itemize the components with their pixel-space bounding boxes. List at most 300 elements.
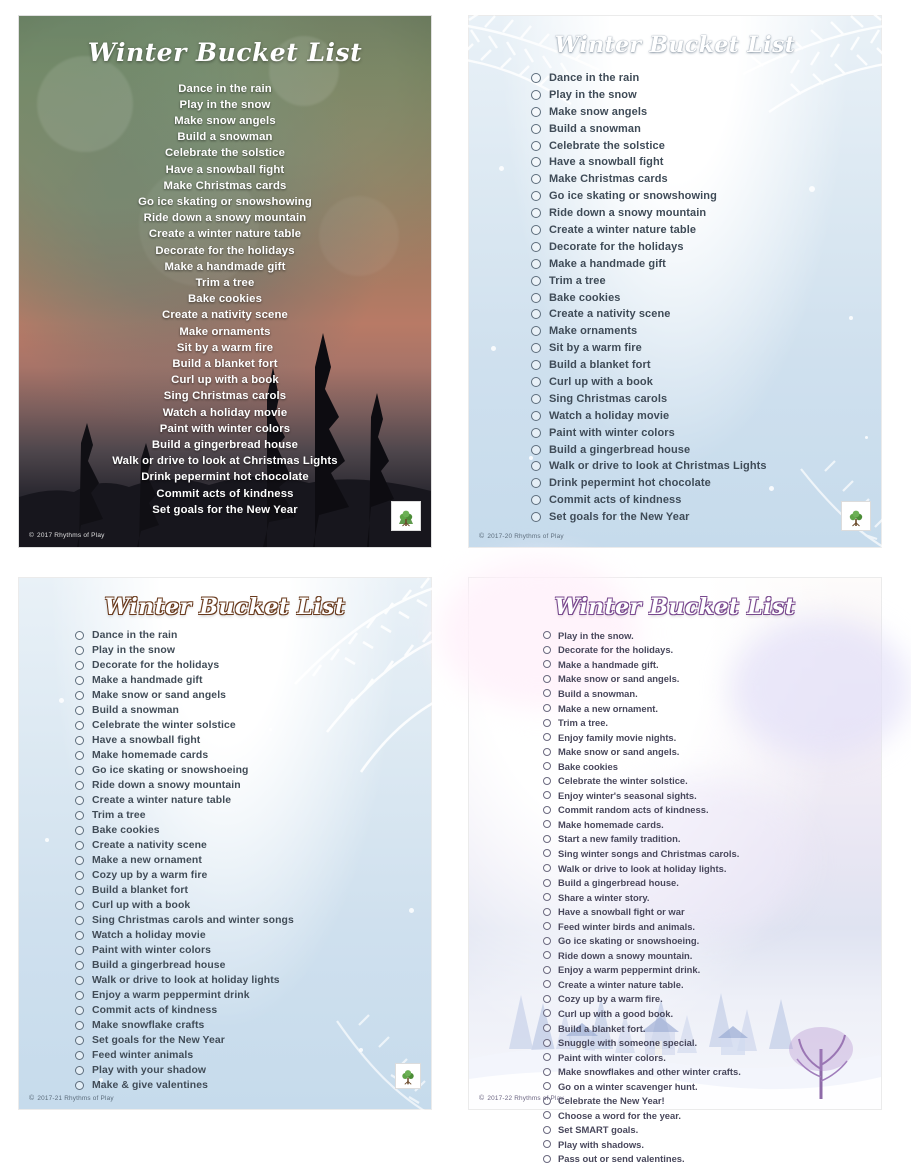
checkbox[interactable] <box>531 107 541 117</box>
checkbox[interactable] <box>75 781 84 790</box>
checkbox[interactable] <box>75 946 84 955</box>
list-item-label: Go ice skating or snowshoeing. <box>558 935 700 947</box>
list-item-label: Create a nativity scene <box>549 308 671 321</box>
checkbox[interactable] <box>543 1140 551 1148</box>
list-item: Sit by a warm fire <box>176 341 274 354</box>
bucket-list <box>19 628 431 1093</box>
checkbox[interactable] <box>531 191 541 201</box>
list-item[interactable] <box>531 137 881 154</box>
checkbox[interactable] <box>531 343 541 353</box>
checkbox[interactable] <box>543 806 551 814</box>
list-item-label: Build a gingerbread house <box>549 443 691 456</box>
copyright-credit <box>29 532 105 539</box>
checkbox[interactable] <box>531 461 541 471</box>
list-item[interactable] <box>75 628 431 643</box>
checkbox[interactable] <box>75 631 84 640</box>
list-item: Ride down a snowy mountain <box>143 212 307 225</box>
list-item-label: Make a handmade gift <box>549 257 666 270</box>
list-item-label: Make snow angels <box>549 105 648 118</box>
list-item-label: Have a snowball fight <box>549 156 664 169</box>
list-item[interactable] <box>531 374 881 391</box>
checkbox[interactable] <box>543 893 551 901</box>
list-item[interactable] <box>543 919 881 934</box>
list-item-label: Make a handmade gift <box>92 675 203 686</box>
list-item[interactable] <box>531 154 881 171</box>
list-item-label: Make snowflakes and other winter crafts. <box>558 1066 741 1078</box>
list-item[interactable] <box>543 861 881 876</box>
list-item-label: Make snowflake crafts <box>92 1020 205 1031</box>
list-item[interactable] <box>543 701 881 716</box>
list-item[interactable] <box>543 1006 881 1021</box>
checkbox[interactable] <box>531 208 541 218</box>
checkbox[interactable] <box>543 835 551 843</box>
list-item[interactable] <box>531 340 881 357</box>
list-item: Create a winter nature table <box>148 228 302 241</box>
list-item[interactable] <box>531 289 881 306</box>
list-item-label: Sing Christmas carols and winter songs <box>92 915 294 926</box>
list-item-label: Watch a holiday movie <box>549 409 670 422</box>
list-item: Make ornaments <box>179 325 271 338</box>
checkbox[interactable] <box>543 733 551 741</box>
credit-text: 2017-22 Rhythms of Play <box>487 1095 564 1102</box>
list-item-label: Go ice skating or snowshowing <box>549 190 717 203</box>
list-item-label: Feed winter birds and animals. <box>558 920 696 932</box>
list-item-label: Set SMART goals. <box>558 1124 639 1136</box>
list-item-label: Make Christmas cards <box>549 173 668 186</box>
list-item[interactable] <box>543 715 881 730</box>
list-item[interactable] <box>543 1064 881 1079</box>
checkbox[interactable] <box>543 1053 551 1061</box>
page-title: Winter Bucket List <box>87 37 363 67</box>
list-item: Set goals for the New Year <box>152 503 298 516</box>
list-item-label: Paint with winter colors. <box>558 1051 666 1063</box>
checkbox[interactable] <box>531 73 541 83</box>
list-item[interactable] <box>75 718 431 733</box>
checkbox[interactable] <box>531 141 541 151</box>
list-item-label: Make snow or sand angels. <box>558 673 680 685</box>
list-item-label: Play with shadows. <box>558 1138 644 1150</box>
checkbox[interactable] <box>543 748 551 756</box>
checkbox[interactable] <box>543 951 551 959</box>
list-item[interactable] <box>75 688 431 703</box>
list-item-label: Make snow or sand angels <box>92 690 227 701</box>
list-item[interactable] <box>75 643 431 658</box>
list-item: Create a nativity scene <box>162 309 288 322</box>
checkbox[interactable] <box>75 811 84 820</box>
list-item[interactable] <box>75 928 431 943</box>
checkbox[interactable] <box>75 721 84 730</box>
checkbox[interactable] <box>75 751 84 760</box>
checkbox[interactable] <box>531 293 541 303</box>
checkbox[interactable] <box>543 1024 551 1032</box>
list-item-label: Play with your shadow <box>92 1065 207 1076</box>
checkbox[interactable] <box>75 976 84 985</box>
checkbox[interactable] <box>543 980 551 988</box>
rhythms-of-play-tree-logo <box>395 1063 421 1089</box>
list-item[interactable] <box>543 948 881 963</box>
list-item: Drink pepermint hot chocolate <box>141 471 309 484</box>
checkbox[interactable] <box>75 826 84 835</box>
list-item: Sing Christmas carols <box>163 390 287 403</box>
checkbox[interactable] <box>75 991 84 1000</box>
list-item-label: Snuggle with someone special. <box>558 1037 698 1049</box>
list-item[interactable] <box>75 808 431 823</box>
list-item[interactable] <box>75 973 431 988</box>
list-item: Go ice skating or snowshowing <box>138 195 312 208</box>
list-item[interactable] <box>543 875 881 890</box>
list-item[interactable] <box>543 672 881 687</box>
list-item[interactable] <box>531 70 881 87</box>
list-item[interactable] <box>543 643 881 658</box>
list-item: Bake cookies <box>187 293 263 306</box>
checkbox[interactable] <box>531 411 541 421</box>
list-item-label: Build a snowman <box>92 705 179 716</box>
list-item-label: Decorate for the holidays <box>92 660 220 671</box>
list-item-label: Dance in the rain <box>92 630 178 641</box>
list-item[interactable] <box>75 958 431 973</box>
list-item[interactable] <box>75 883 431 898</box>
list-item: Build a gingerbread house <box>151 438 299 451</box>
list-item[interactable] <box>543 1050 881 1065</box>
list-item[interactable] <box>531 492 881 509</box>
list-item[interactable] <box>543 773 881 788</box>
list-item-label: Create a winter nature table <box>549 223 697 236</box>
checkbox[interactable] <box>543 849 551 857</box>
list-item[interactable] <box>75 1048 431 1063</box>
list-item[interactable] <box>543 1035 881 1050</box>
checkbox[interactable] <box>75 1021 84 1030</box>
list-item[interactable] <box>75 703 431 718</box>
checkbox[interactable] <box>543 660 551 668</box>
list-item[interactable] <box>543 1152 881 1166</box>
list-item: Make snow angels <box>174 114 276 127</box>
list-item-label: Commit acts of kindness <box>549 494 682 507</box>
list-item[interactable] <box>543 759 881 774</box>
winter-bucket-list-sheet-snowy-white <box>469 16 881 547</box>
list-item-label: Enjoy a warm peppermint drink <box>92 990 250 1001</box>
checkbox[interactable] <box>531 326 541 336</box>
copyright-credit <box>29 1095 114 1102</box>
list-item[interactable] <box>75 673 431 688</box>
copyright-credit <box>479 533 564 540</box>
copyright-icon: © <box>479 532 485 540</box>
checkbox[interactable] <box>543 864 551 872</box>
checkbox[interactable] <box>531 157 541 167</box>
checkbox[interactable] <box>531 478 541 488</box>
credit-text: 2017 Rhythms of Play <box>37 531 105 539</box>
list-item[interactable] <box>531 103 881 120</box>
list-item-label: Dance in the rain <box>549 71 640 84</box>
list-item-label: Commit acts of kindness <box>92 1005 218 1016</box>
list-item[interactable] <box>531 390 881 407</box>
list-item-label: Choose a word for the year. <box>558 1109 681 1121</box>
checkbox[interactable] <box>75 871 84 880</box>
checkbox[interactable] <box>531 445 541 455</box>
list-item-label: Curl up with a book <box>549 375 653 388</box>
list-item-label: Commit random acts of kindness. <box>558 804 709 816</box>
checkbox[interactable] <box>543 675 551 683</box>
list-item-label: Drink pepermint hot chocolate <box>549 477 711 490</box>
bucket-list <box>469 70 881 526</box>
list-item[interactable] <box>75 853 431 868</box>
list-item-label: Cozy up by a warm fire. <box>558 993 663 1005</box>
list-item[interactable] <box>75 1003 431 1018</box>
checkbox[interactable] <box>75 1051 84 1060</box>
list-item[interactable] <box>543 1108 881 1123</box>
list-item-label: Make a handmade gift. <box>558 658 659 670</box>
checkbox[interactable] <box>543 966 551 974</box>
list-item[interactable] <box>543 963 881 978</box>
page-title: Winter Bucket List <box>104 594 346 620</box>
sheet-cell-3 <box>0 562 450 1125</box>
list-item-label: Ride down a snowy mountain. <box>558 949 693 961</box>
list-item[interactable] <box>543 846 881 861</box>
list-item[interactable] <box>543 904 881 919</box>
list-item[interactable] <box>75 1078 431 1093</box>
list-item-label: Build a gingerbread house. <box>558 877 679 889</box>
list-item-label: Ride down a snowy mountain <box>92 780 241 791</box>
checkbox[interactable] <box>531 394 541 404</box>
checkbox[interactable] <box>531 174 541 184</box>
copyright-credit <box>479 1095 564 1102</box>
checkbox[interactable] <box>75 646 84 655</box>
list-item[interactable] <box>75 1063 431 1078</box>
list-item[interactable] <box>75 778 431 793</box>
checkbox[interactable] <box>75 706 84 715</box>
checkbox[interactable] <box>543 1082 551 1090</box>
list-item[interactable] <box>75 748 431 763</box>
checkbox[interactable] <box>75 1081 84 1090</box>
list-item[interactable] <box>543 1079 881 1094</box>
checkbox[interactable] <box>543 631 551 639</box>
list-item[interactable] <box>543 1137 881 1152</box>
checkbox[interactable] <box>75 901 84 910</box>
list-item[interactable] <box>531 509 881 526</box>
checkbox[interactable] <box>543 995 551 1003</box>
checkbox[interactable] <box>543 937 551 945</box>
checkbox[interactable] <box>543 820 551 828</box>
checkbox[interactable] <box>543 719 551 727</box>
list-item[interactable] <box>531 306 881 323</box>
list-item-label: Celebrate the New Year! <box>558 1095 665 1107</box>
bucket-list <box>19 81 431 518</box>
checkbox[interactable] <box>75 961 84 970</box>
list-item-label: Create a winter nature table <box>92 795 232 806</box>
list-item-label: Go on a winter scavenger hunt. <box>558 1080 698 1092</box>
checkbox[interactable] <box>75 676 84 685</box>
list-item[interactable] <box>543 686 881 701</box>
list-item[interactable] <box>543 1094 881 1109</box>
list-item[interactable] <box>75 988 431 1003</box>
list-item: Celebrate the solstice <box>164 147 286 160</box>
checkbox[interactable] <box>75 1006 84 1015</box>
tree-icon <box>393 504 419 530</box>
list-item-label: Trim a tree <box>549 274 606 287</box>
list-item[interactable] <box>531 205 881 222</box>
list-item: Decorate for the holidays <box>155 244 295 257</box>
list-item: Trim a tree <box>195 276 255 289</box>
checkbox[interactable] <box>543 791 551 799</box>
list-item-label: Build a blanket fort <box>549 359 651 372</box>
list-item-label: Cozy up by a warm fire <box>92 870 208 881</box>
tree-icon <box>843 504 869 530</box>
list-item-label: Make homemade cards. <box>558 818 664 830</box>
list-item-label: Celebrate the winter solstice <box>92 720 236 731</box>
checkbox[interactable] <box>543 689 551 697</box>
list-item-label: Bake cookies <box>549 291 621 304</box>
list-item-label: Enjoy family movie nights. <box>558 731 677 743</box>
list-item[interactable] <box>531 475 881 492</box>
list-item[interactable] <box>543 817 881 832</box>
checkbox[interactable] <box>75 916 84 925</box>
list-item-label: Set goals for the New Year <box>549 511 690 524</box>
list-item[interactable] <box>75 793 431 808</box>
list-item[interactable] <box>543 977 881 992</box>
checkbox[interactable] <box>75 736 84 745</box>
checkbox[interactable] <box>531 360 541 370</box>
list-item[interactable] <box>531 272 881 289</box>
sheet-cell-2 <box>450 0 900 562</box>
list-item[interactable] <box>531 323 881 340</box>
checkbox[interactable] <box>531 495 541 505</box>
list-item[interactable] <box>531 255 881 272</box>
list-item[interactable] <box>543 628 881 643</box>
checkbox[interactable] <box>75 856 84 865</box>
list-item[interactable] <box>543 992 881 1007</box>
checkbox[interactable] <box>543 777 551 785</box>
list-item[interactable] <box>543 744 881 759</box>
list-item[interactable] <box>75 823 431 838</box>
tree-icon <box>396 1064 420 1088</box>
list-item[interactable] <box>75 763 431 778</box>
checkbox[interactable] <box>543 646 551 654</box>
list-item[interactable] <box>75 943 431 958</box>
list-item[interactable] <box>75 913 431 928</box>
checkbox[interactable] <box>543 879 551 887</box>
checkbox[interactable] <box>75 691 84 700</box>
rhythms-of-play-tree-logo <box>841 501 871 531</box>
list-item[interactable] <box>531 424 881 441</box>
checkbox[interactable] <box>75 1066 84 1075</box>
list-item[interactable] <box>531 120 881 137</box>
checkbox[interactable] <box>543 922 551 930</box>
rhythms-of-play-tree-logo <box>391 501 421 531</box>
list-item[interactable] <box>543 788 881 803</box>
checkbox[interactable] <box>531 225 541 235</box>
list-item[interactable] <box>75 1018 431 1033</box>
list-item[interactable] <box>75 898 431 913</box>
list-item[interactable] <box>543 1021 881 1036</box>
checkbox[interactable] <box>543 1009 551 1017</box>
list-item-label: Play in the snow. <box>558 629 634 641</box>
list-item-label: Sit by a warm fire <box>549 342 642 355</box>
checkbox[interactable] <box>531 428 541 438</box>
list-item: Commit acts of kindness <box>156 487 294 500</box>
list-item[interactable] <box>75 1033 431 1048</box>
checkbox[interactable] <box>531 276 541 286</box>
list-item-label: Pass out or send valentines. <box>558 1153 685 1165</box>
credit-text: 2017-20 Rhythms of Play <box>487 532 564 540</box>
list-item[interactable] <box>531 171 881 188</box>
list-item[interactable] <box>531 441 881 458</box>
list-item[interactable] <box>543 803 881 818</box>
checkbox[interactable] <box>75 661 84 670</box>
list-item: Walk or drive to look at Christmas Lights <box>112 455 338 468</box>
checkbox[interactable] <box>531 309 541 319</box>
checkbox[interactable] <box>531 377 541 387</box>
list-item[interactable] <box>75 658 431 673</box>
list-item-label: Feed winter animals <box>92 1050 194 1061</box>
checkbox[interactable] <box>75 796 84 805</box>
list-item[interactable] <box>531 222 881 239</box>
checkbox[interactable] <box>531 242 541 252</box>
list-item[interactable] <box>531 86 881 103</box>
list-item[interactable] <box>75 838 431 853</box>
checkbox[interactable] <box>75 1036 84 1045</box>
checkbox[interactable] <box>75 931 84 940</box>
list-item: Make a handmade gift <box>164 260 286 273</box>
list-item[interactable] <box>531 458 881 475</box>
checkbox[interactable] <box>543 1111 551 1119</box>
list-item[interactable] <box>543 1123 881 1138</box>
checkbox[interactable] <box>543 1068 551 1076</box>
list-item-label: Play in the snow <box>92 645 176 656</box>
list-item-label: Bake cookies <box>92 825 160 836</box>
list-item[interactable] <box>75 868 431 883</box>
list-item-label: Sing winter songs and Christmas carols. <box>558 847 740 859</box>
list-item-label: Make snow or sand angels. <box>558 746 680 758</box>
list-item-label: Create a winter nature table. <box>558 978 684 990</box>
checkbox[interactable] <box>543 1039 551 1047</box>
checkbox[interactable] <box>75 766 84 775</box>
list-item-label: Start a new family tradition. <box>558 833 681 845</box>
list-item-label: Bake cookies <box>558 760 618 772</box>
list-item[interactable] <box>543 890 881 905</box>
list-item-label: Ride down a snowy mountain <box>549 207 707 220</box>
list-item-label: Build a blanket fort. <box>558 1022 646 1034</box>
list-item[interactable] <box>543 933 881 948</box>
list-item[interactable] <box>543 657 881 672</box>
list-item: Have a snowball fight <box>165 163 285 176</box>
list-item[interactable] <box>543 832 881 847</box>
list-item-label: Build a blanket fort <box>92 885 189 896</box>
list-item[interactable] <box>543 730 881 745</box>
list-item-label: Celebrate the winter solstice. <box>558 775 688 787</box>
checkbox[interactable] <box>531 124 541 134</box>
checkbox[interactable] <box>75 841 84 850</box>
checkbox[interactable] <box>531 512 541 522</box>
page-title: Winter Bucket List <box>554 594 796 620</box>
list-item-label: Paint with winter colors <box>92 945 212 956</box>
checkbox[interactable] <box>531 90 541 100</box>
checkbox[interactable] <box>543 908 551 916</box>
list-item[interactable] <box>531 188 881 205</box>
checkbox[interactable] <box>543 1126 551 1134</box>
checkbox[interactable] <box>543 704 551 712</box>
checkbox[interactable] <box>543 1155 551 1163</box>
checkbox[interactable] <box>75 886 84 895</box>
list-item[interactable] <box>531 238 881 255</box>
list-item-label: Enjoy winter's seasonal sights. <box>558 789 697 801</box>
list-item[interactable] <box>75 733 431 748</box>
list-item[interactable] <box>531 407 881 424</box>
checkbox[interactable] <box>531 259 541 269</box>
list-item[interactable] <box>531 357 881 374</box>
checkbox[interactable] <box>543 762 551 770</box>
list-item-label: Watch a holiday movie <box>92 930 206 941</box>
sheet-cell-4 <box>450 562 900 1165</box>
list-item-label: Go ice skating or snowshoeing <box>92 765 249 776</box>
